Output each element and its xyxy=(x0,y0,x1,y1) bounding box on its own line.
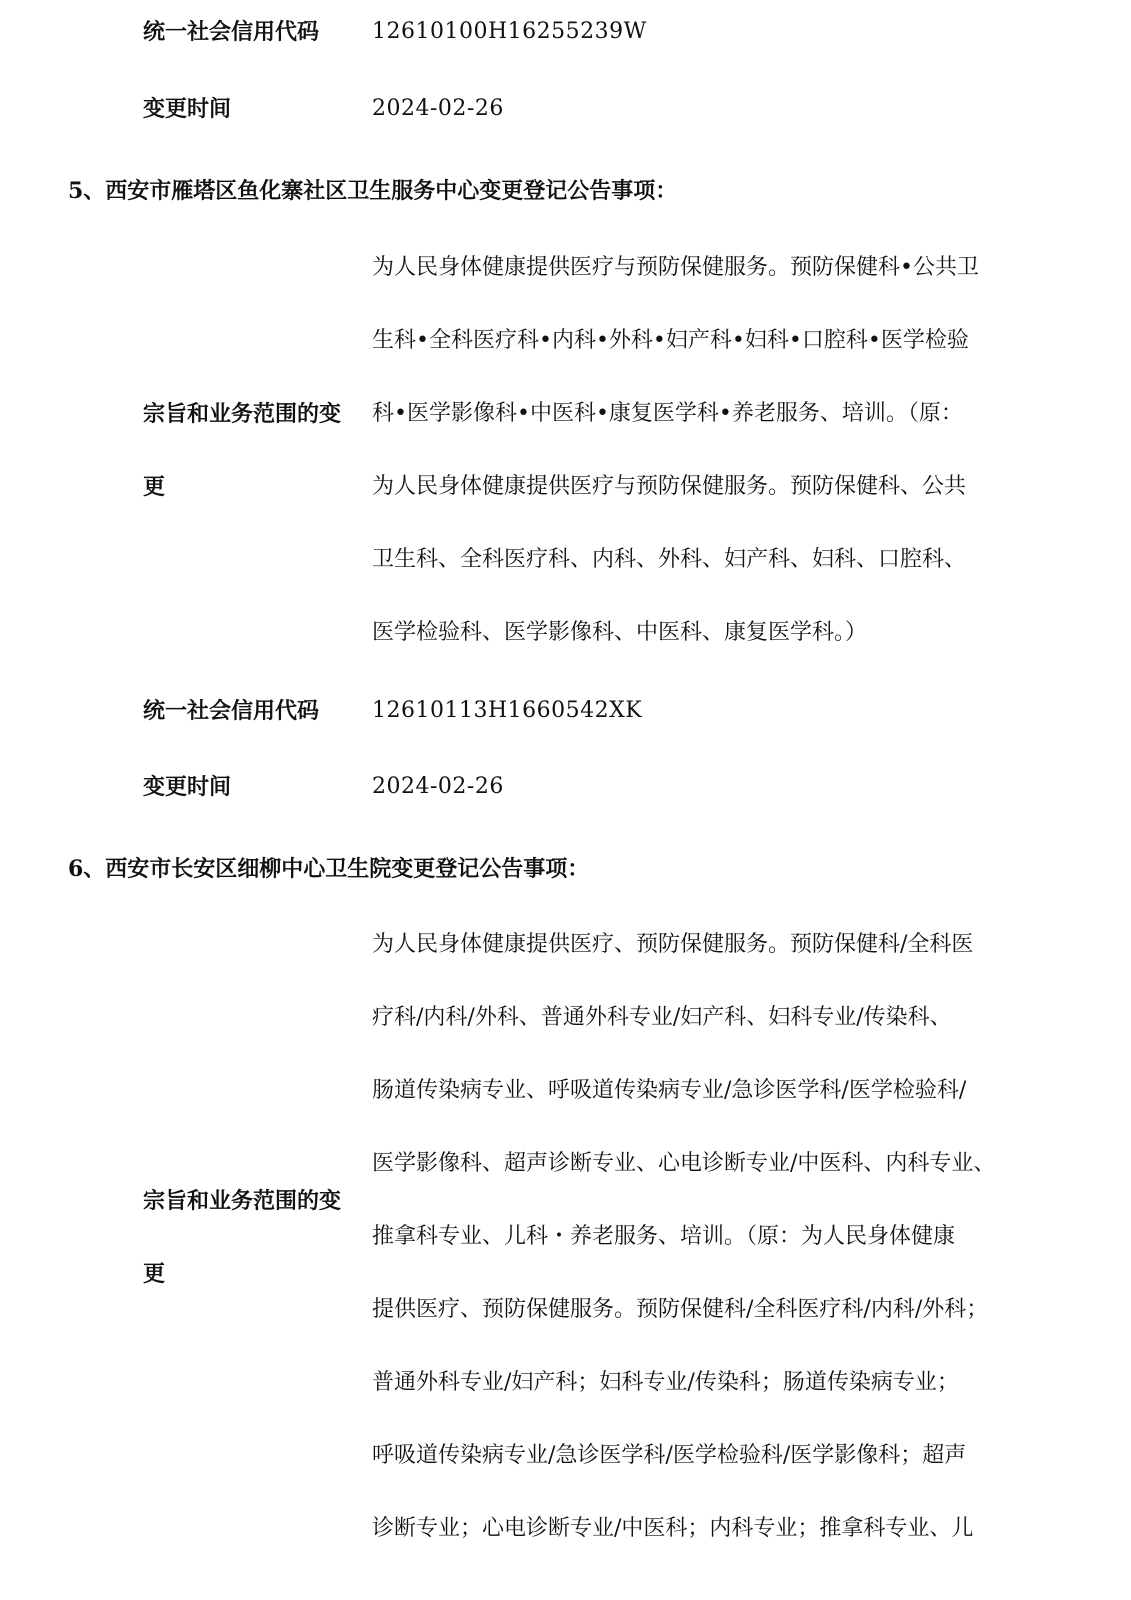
section6-scope-line: 呼吸道传染病专业/急诊医学科/医学检验科/医学影像科；超声 xyxy=(372,1443,967,1468)
section5-scope-line: 科•医学影像科•中医科•康复医学科•养老服务、培训。（原： xyxy=(372,401,963,426)
section5-scope-line: 卫生科、全科医疗科、内科、外科、妇产科、妇科、口腔科、 xyxy=(372,547,967,572)
section5-scope-line: 为人民身体健康提供医疗与预防保健服务。预防保健科•公共卫 xyxy=(372,255,979,280)
section5-scope-line: 生科•全科医疗科•内科•外科•妇产科•妇科•口腔科•医学检验 xyxy=(372,328,969,353)
section5-credit-code-label: 统一社会信用代码 xyxy=(143,698,320,724)
section5-scope-label: 宗旨和业务范围的变 xyxy=(143,401,342,427)
section6-scope-line: 提供医疗、预防保健服务。预防保健科/全科医疗科/内科/外科； xyxy=(372,1297,989,1322)
section6-scope-line: 疗科/内科/外科、普通外科专业/妇产科、妇科专业/传染科、 xyxy=(372,1005,952,1030)
section6-scope-line: 推拿科专业、儿科・养老服务、培训。（原：为人民身体健康 xyxy=(372,1224,956,1249)
section5-change-time-label: 变更时间 xyxy=(143,774,232,800)
section6-heading: 6、西安市长安区细柳中心卫生院变更登记公告事项： xyxy=(68,856,590,882)
section5-change-time-value: 2024-02-26 xyxy=(372,774,504,799)
section6-scope-label: 宗旨和业务范围的变 xyxy=(143,1188,342,1214)
credit-code-label: 统一社会信用代码 xyxy=(143,19,320,45)
section5-scope-line: 医学检验科、医学影像科、中医科、康复医学科。） xyxy=(372,620,868,645)
section6-scope-line: 肠道传染病专业、呼吸道传染病专业/急诊医学科/医学检验科/ xyxy=(372,1078,967,1103)
section5-heading: 5、西安市雁塔区鱼化寨社区卫生服务中心变更登记公告事项： xyxy=(68,178,678,204)
section5-credit-code-value: 12610113H1660542XK xyxy=(372,698,643,723)
section6-scope-line: 为人民身体健康提供医疗、预防保健服务。预防保健科/全科医 xyxy=(372,932,974,957)
change-time-value: 2024-02-26 xyxy=(372,96,504,121)
change-time-label: 变更时间 xyxy=(143,96,232,122)
section6-scope-line: 普通外科专业/妇产科；妇科专业/传染科；肠道传染病专业； xyxy=(372,1370,959,1395)
section6-scope-label-cont: 更 xyxy=(143,1261,166,1287)
section6-scope-line: 医学影像科、超声诊断专业、心电诊断专业/中医科、内科专业、 xyxy=(372,1151,996,1176)
section6-scope-line: 诊断专业；心电诊断专业/中医科；内科专业；推拿科专业、儿 xyxy=(372,1516,974,1541)
section5-scope-line: 为人民身体健康提供医疗与预防保健服务。预防保健科、公共 xyxy=(372,474,967,499)
credit-code-value: 12610100H16255239W xyxy=(372,19,647,44)
section5-scope-label-cont: 更 xyxy=(143,474,166,500)
